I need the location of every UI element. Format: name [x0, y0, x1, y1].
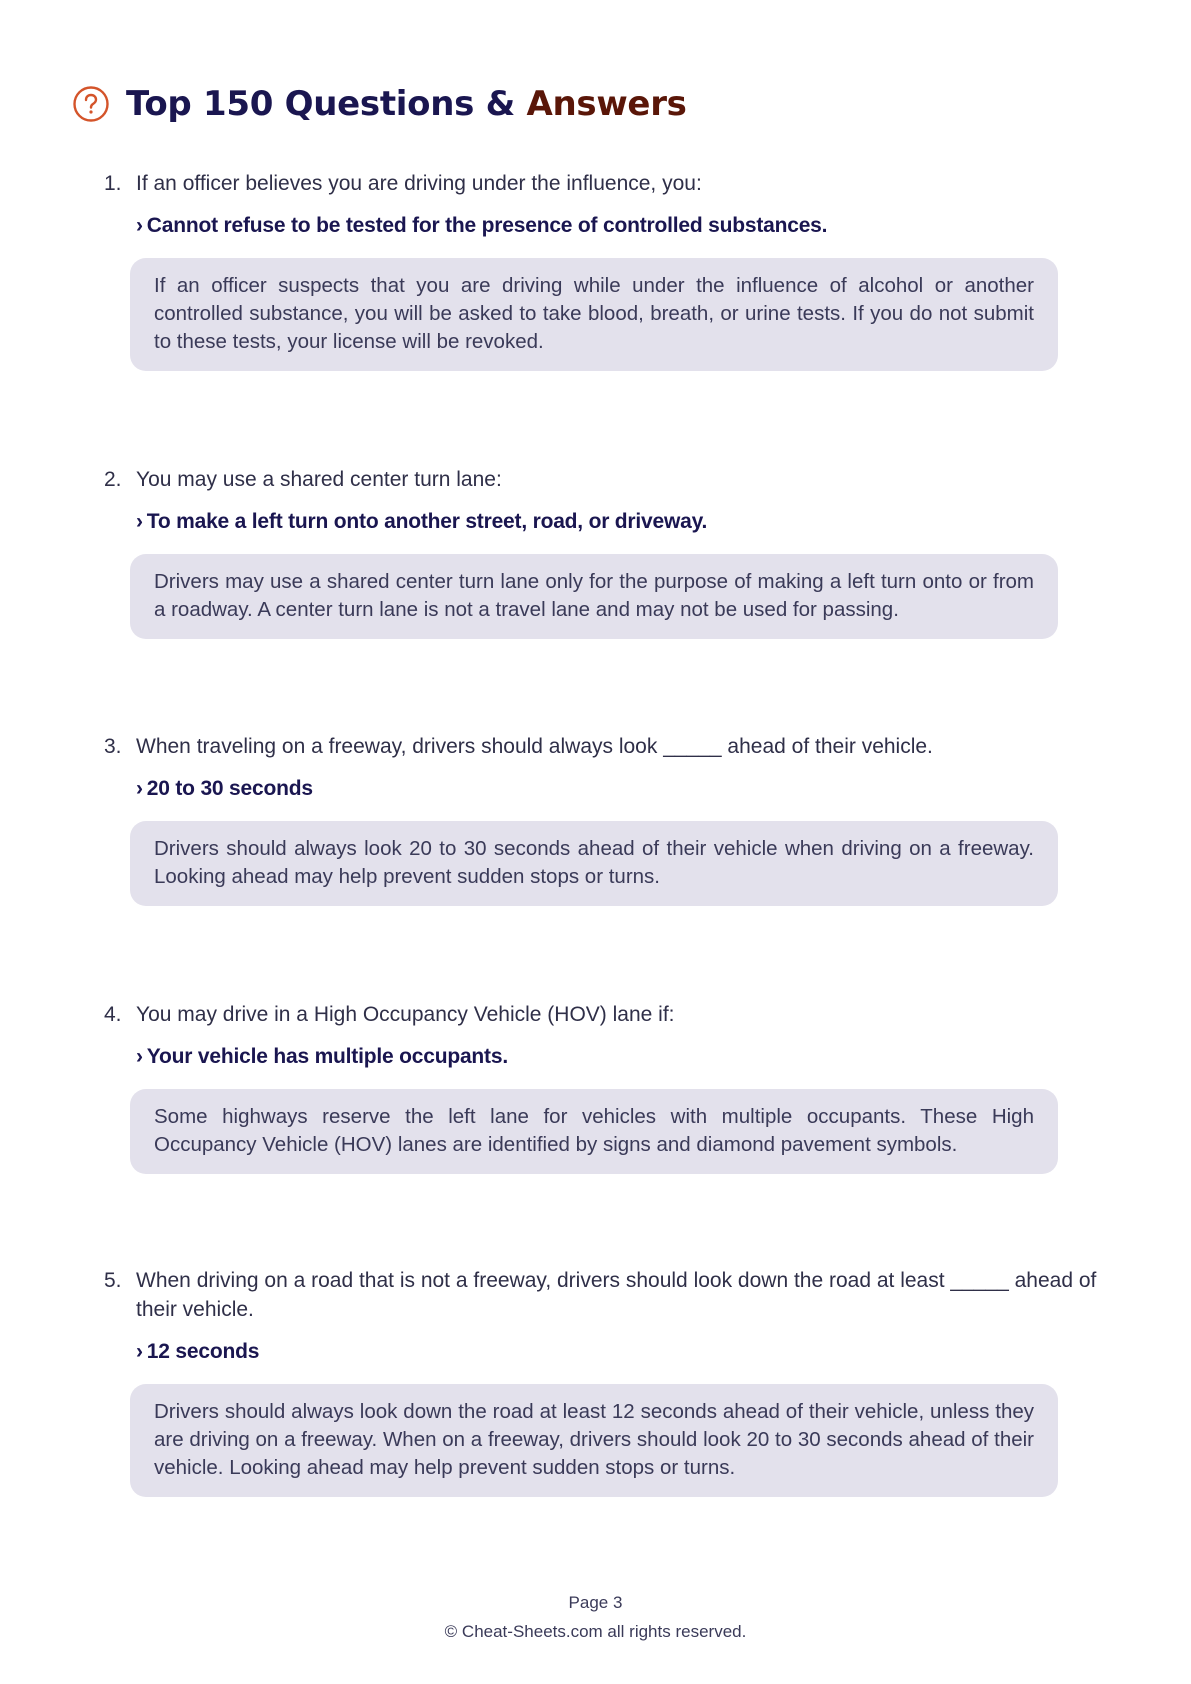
- answer: [136, 775, 1104, 803]
- answer: [136, 1043, 1104, 1071]
- question-number: 5.: [104, 1269, 122, 1292]
- explanation-box: Drivers may use a shared center turn lane only for the purpose of making a left turn onto or from a roadway. A center turn lane is not a travel lane and may not be used for passing.: [130, 554, 1058, 639]
- qa-item: [104, 1266, 1104, 1497]
- question-text: If an officer believes you are driving under the influence, you:: [136, 172, 702, 195]
- answer-text: Cannot refuse to be tested for the presence of controlled substances.: [146, 214, 828, 237]
- answer-marker: ›: [136, 777, 143, 800]
- question: [104, 1266, 1104, 1324]
- explanation-box: Some highways reserve the left lane for vehicles with multiple occupants. These High Occupancy Vehicle (HOV) lanes are identified by signs and diamond pavement symbols.: [130, 1089, 1058, 1174]
- copyright-notice: © Cheat-Sheets.com all rights reserved.: [444, 1622, 747, 1641]
- answer: [136, 212, 1104, 240]
- answer-marker: ›: [136, 1045, 143, 1068]
- answer-text: 12 seconds: [146, 1340, 260, 1363]
- question-text: You may drive in a High Occupancy Vehicle (HOV) lane if:: [136, 1003, 675, 1026]
- answer-marker: ›: [136, 510, 143, 533]
- question-number: 3.: [104, 735, 122, 758]
- answer-marker: ›: [136, 214, 143, 237]
- question: [104, 465, 1104, 494]
- question-number: 1.: [104, 172, 122, 195]
- question-number: 2.: [104, 468, 122, 491]
- explanation-box: Drivers should always look 20 to 30 seconds ahead of their vehicle when driving on a freeway. Looking ahead may help prevent sudden stops or turns.: [130, 821, 1058, 906]
- page-footer: [0, 1588, 1191, 1646]
- answer-text: 20 to 30 seconds: [146, 777, 313, 800]
- question: [104, 1000, 1104, 1029]
- question: [104, 732, 1104, 761]
- qa-item: [104, 732, 1104, 906]
- title-accent: Answers: [526, 84, 687, 124]
- question: [104, 169, 1104, 198]
- question-text: When driving on a road that is not a freeway, drivers should look down the road at least _____ ahead of their vehicle.: [136, 1269, 1097, 1321]
- question-text: When traveling on a freeway, drivers should always look _____ ahead of their vehicle.: [136, 735, 933, 758]
- answer: [136, 508, 1104, 536]
- question-number: 4.: [104, 1003, 122, 1026]
- page-title: [126, 84, 687, 124]
- explanation-box: If an officer suspects that you are driving while under the influence of alcohol or another controlled substance, you will be asked to take blood, breath, or urine tests. If you do not submit to these tests, your license will be revoked.: [130, 258, 1058, 371]
- question-circle-icon: [72, 85, 110, 123]
- qa-item: [104, 1000, 1104, 1174]
- explanation-box: Drivers should always look down the road at least 12 seconds ahead of their vehicle, unless they are driving on a freeway. When on a freeway, drivers should look 20 to 30 seconds ahead of their vehicle. Looking ahead may help prevent sudden stops or turns.: [130, 1384, 1058, 1497]
- answer: [136, 1338, 1104, 1366]
- answer-marker: ›: [136, 1340, 143, 1363]
- page-header: [72, 84, 687, 124]
- answer-text: Your vehicle has multiple occupants.: [146, 1045, 508, 1068]
- qa-item: [104, 169, 1104, 371]
- title-main: Top 150 Questions &: [126, 84, 515, 124]
- question-text: You may use a shared center turn lane:: [136, 468, 502, 491]
- answer-text: To make a left turn onto another street, road, or driveway.: [146, 510, 708, 533]
- qa-item: [104, 465, 1104, 639]
- page-number: Page 3: [568, 1593, 623, 1612]
